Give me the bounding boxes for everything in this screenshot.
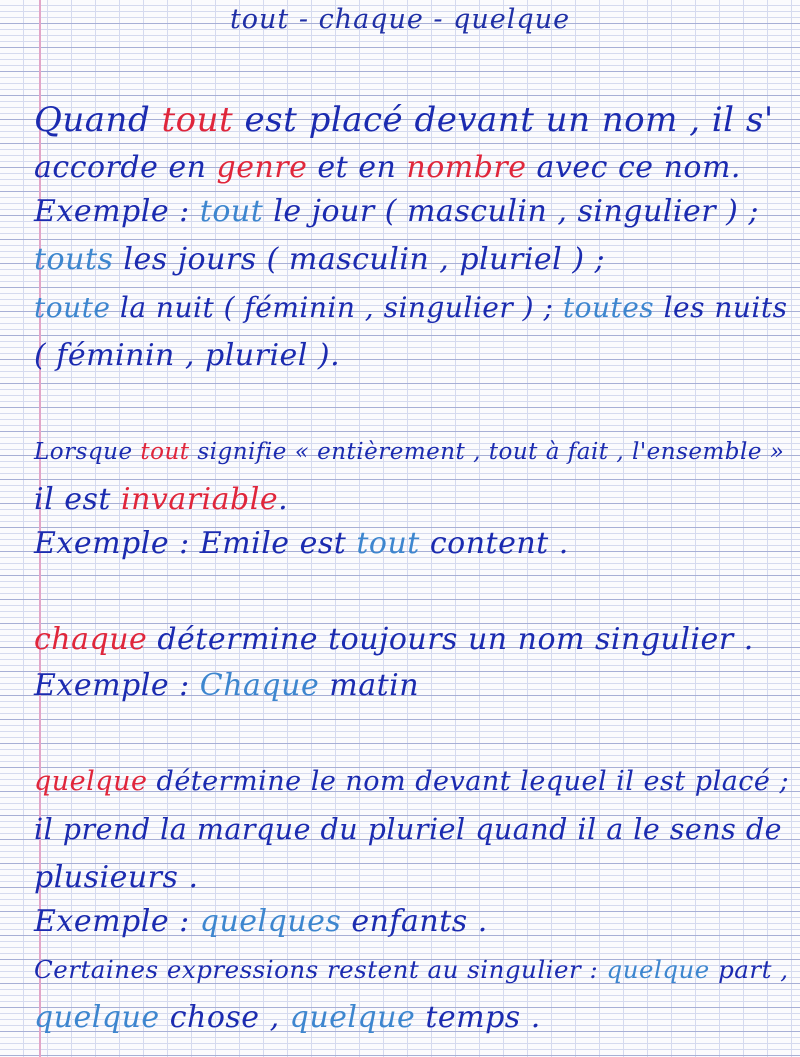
text: matin xyxy=(319,668,420,703)
text: Exemple : xyxy=(34,668,200,703)
tout-example-line-1 xyxy=(34,192,792,232)
text: content . xyxy=(419,526,569,561)
text: temps . xyxy=(415,1000,541,1035)
page-title: tout - chaque - quelque xyxy=(229,4,571,35)
quelque-expressions-line-2 xyxy=(34,998,792,1038)
text: accorde en xyxy=(34,150,217,185)
text: Lorsque xyxy=(34,439,141,465)
text: signifie « entièrement , tout à fait , l'ensemble » xyxy=(189,439,785,465)
text: part , xyxy=(709,955,789,984)
invariable-rule-line-2 xyxy=(34,480,792,520)
text: Exemple : xyxy=(34,194,200,229)
chaque-rule xyxy=(34,620,792,660)
text: les jours ( masculin , pluriel ) ; xyxy=(113,242,606,277)
example-word: quelque xyxy=(606,955,710,984)
text: chose , xyxy=(159,1000,290,1035)
chaque-example xyxy=(34,666,792,706)
example-word: Chaque xyxy=(199,668,320,703)
text: Certaines expressions restent au singulier : xyxy=(34,955,607,984)
text: Quand xyxy=(34,100,162,140)
example-word: tout xyxy=(199,194,264,229)
text: les nuits xyxy=(654,291,788,324)
example-word: toutes xyxy=(562,291,655,324)
keyword-quelque: quelque xyxy=(34,766,148,797)
keyword-invariable: invariable xyxy=(120,482,279,517)
keyword-tout: tout xyxy=(161,100,234,140)
example-word: quelque xyxy=(289,1000,416,1035)
tout-example-line-3 xyxy=(34,288,792,328)
text: la nuit ( féminin , singulier ) ; xyxy=(110,291,563,324)
text: avec ce nom. xyxy=(526,150,741,185)
example-word: quelque xyxy=(34,1000,160,1035)
tout-example-line-4 xyxy=(34,336,792,376)
quelque-rule-line-2 xyxy=(34,810,792,850)
text: Exemple : xyxy=(34,904,200,939)
keyword-genre: genre xyxy=(216,150,308,185)
quelque-rule-line-1 xyxy=(34,762,792,802)
text: et en xyxy=(307,150,407,185)
example-word: tout xyxy=(356,526,420,561)
keyword-nombre: nombre xyxy=(406,150,527,185)
quelque-expressions-line-1 xyxy=(34,950,792,990)
invariable-rule-line-1 xyxy=(34,432,792,472)
invariable-example xyxy=(34,524,792,564)
text: . xyxy=(278,482,289,517)
text: enfants . xyxy=(341,904,488,939)
text: le jour ( masculin , singulier ) ; xyxy=(263,194,759,229)
text: détermine le nom devant lequel il est placé ; xyxy=(147,766,790,797)
text: ( féminin , pluriel ). xyxy=(34,338,341,373)
quelque-example xyxy=(34,902,792,942)
text: est placé devant un nom , il s' xyxy=(233,100,774,140)
text: plusieurs . xyxy=(34,860,199,895)
keyword-tout: tout xyxy=(140,439,190,465)
quelque-rule-line-3 xyxy=(34,858,792,898)
text: il est xyxy=(34,482,121,517)
tout-rule-line-2 xyxy=(34,148,792,188)
tout-rule-line-1 xyxy=(34,100,792,140)
tout-example-line-2 xyxy=(34,240,792,280)
example-word: quelques xyxy=(199,904,342,939)
text: détermine toujours un nom singulier . xyxy=(147,622,754,657)
keyword-chaque: chaque xyxy=(34,622,148,657)
text: Exemple : Emile est xyxy=(34,526,357,561)
example-word: touts xyxy=(34,242,114,277)
text: il prend la marque du pluriel quand il a le sens de xyxy=(34,813,782,846)
example-word: toute xyxy=(34,291,111,324)
